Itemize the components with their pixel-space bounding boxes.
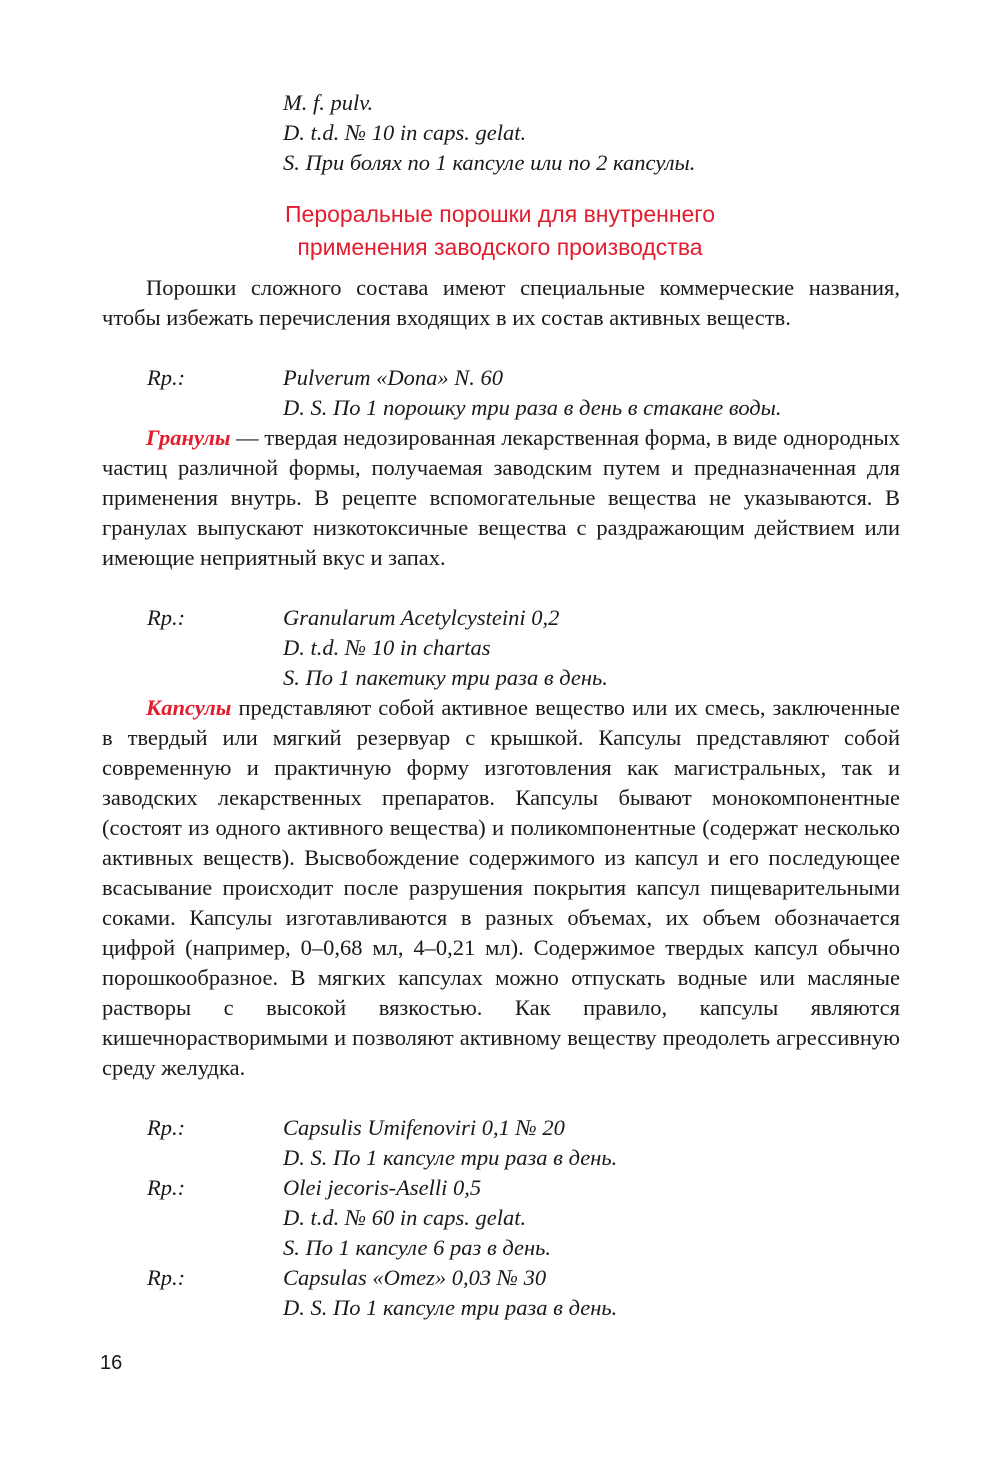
section-heading-line2: применения заводского производства bbox=[297, 234, 703, 260]
paragraph-text: — твердая недозированная лекарственная форма, в виде однородных частиц различной формы, получаемая заводским путем и предназначенная для применения внутрь. В рецепте вспомогательные вещества не указываются. В гранулах выпускают низкотоксичные вещества с раздражающим действием или имеющие неприятный вкус и запах. bbox=[102, 425, 900, 570]
rx-line: D. S. По 1 капсуле три раза в день. bbox=[283, 1145, 618, 1170]
rx-line: Granularum Acetylcysteini 0,2 bbox=[283, 605, 560, 630]
paragraph-powders: Порошки сложного состава имеют специальные коммерческие названия, чтобы избежать перечисления входящих в их состав активных веществ. bbox=[102, 275, 900, 330]
rx-line: D. t.d. № 10 in caps. gelat. bbox=[283, 120, 527, 145]
rx-line: S. По 1 капсуле 6 раз в день. bbox=[283, 1235, 552, 1260]
rx-line: Capsulis Umifenoviri 0,1 № 20 bbox=[283, 1115, 565, 1140]
page-number: 16 bbox=[100, 1352, 123, 1374]
rx-line: D. S. По 1 капсуле три раза в день. bbox=[283, 1295, 618, 1320]
rx-line: S. По 1 пакетику три раза в день. bbox=[283, 665, 608, 690]
rx-line: Pulverum «Dona» N. 60 bbox=[283, 365, 503, 390]
paragraph-capsules bbox=[102, 693, 900, 1083]
rx-line: D. t.d. № 10 in chartas bbox=[283, 635, 491, 660]
term-capsules: Капсулы bbox=[146, 695, 232, 720]
rx-line: M. f. pulv. bbox=[283, 90, 374, 115]
rx-label: Rp.: bbox=[147, 365, 186, 390]
paragraph-granules bbox=[102, 423, 900, 573]
rx-label: Rp.: bbox=[147, 605, 186, 630]
rx-label: Rp.: bbox=[147, 1265, 186, 1290]
rx-line: S. При болях по 1 капсуле или по 2 капсулы. bbox=[283, 150, 696, 175]
rx-label: Rp.: bbox=[147, 1175, 186, 1200]
section-heading-line1: Пероральные порошки для внутреннего bbox=[285, 201, 715, 227]
paragraph-text: представляют собой активное вещество или их смесь, заключенные в твердый или мягкий резервуар с крышкой. Капсулы представляют собой современную и практичную форму изготовления как магистральных, так и заводских лекарственных препаратов. Капсулы бывают монокомпонентные (состоят из одного активного вещества) и поликомпонентные (содержат несколько активных веществ). Высвобождение содержимого из капсул и его последующее всасывание происходит после разрушения покрытия капсул пищеварительными соками. Капсулы изготавливаются в разных объемах, их объем обозначается цифрой (например, 0–0,68 мл, 4–0,21 мл). Содержимое твердых капсул обычно порошкообразное. В мягких капсулах можно отпускать водные или масляные растворы с высокой вязкостью. Как правило, капсулы являются кишечнорастворимыми и позволяют активному веществу преодолеть агрессивную среду желудка. bbox=[102, 695, 900, 1080]
rx-line: Capsulas «Omez» 0,03 № 30 bbox=[283, 1265, 547, 1290]
term-granules: Гранулы bbox=[146, 425, 231, 450]
rx-line: Olei jecoris-Aselli 0,5 bbox=[283, 1175, 482, 1200]
rx-line: D. S. По 1 порошку три раза в день в стакане воды. bbox=[283, 395, 782, 420]
rx-line: D. t.d. № 60 in caps. gelat. bbox=[283, 1205, 527, 1230]
rx-label: Rp.: bbox=[147, 1115, 186, 1140]
